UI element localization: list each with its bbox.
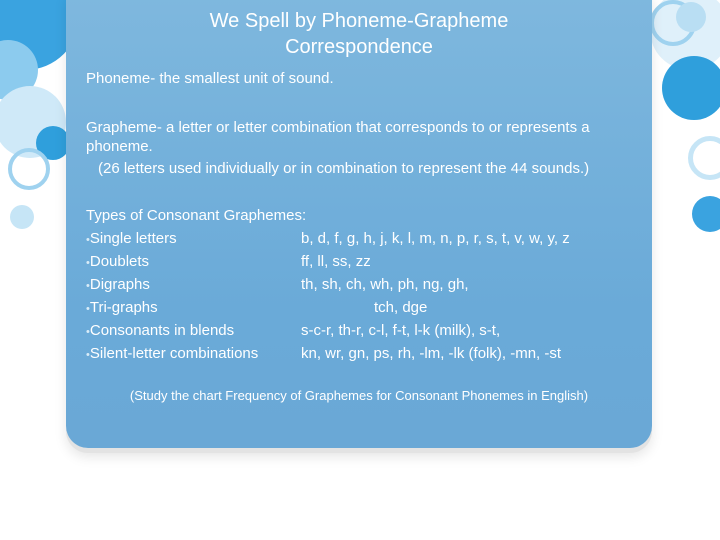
type-label-single-letters: •Single letters	[86, 230, 177, 247]
bullet-icon: •	[86, 303, 90, 315]
types-heading: Types of Consonant Graphemes:	[86, 207, 307, 224]
type-examples-blends: s-c-r, th-r, c-l, f-t, l-k (milk), s-t,	[301, 322, 501, 339]
bullet-icon: •	[86, 257, 90, 269]
bullet-icon: •	[86, 326, 90, 338]
type-label-silent-letters: •Silent-letter combinations	[86, 345, 259, 362]
title-line-2: Correspondence	[285, 36, 433, 58]
grapheme-note: (26 letters used individually or in combination to represent the 44 sounds.)	[98, 160, 590, 177]
grapheme-definition-line-2: phoneme.	[86, 138, 153, 155]
grapheme-definition-line-1: Grapheme- a letter or letter combination that corresponds to or represents a	[86, 119, 590, 136]
decor-circle	[676, 2, 706, 32]
title-line-1: We Spell by Phoneme-Grapheme	[209, 10, 509, 32]
slide-title	[66, 8, 652, 60]
bullet-icon: •	[86, 349, 90, 361]
decor-circle	[692, 196, 720, 232]
type-examples-digraphs: th, sh, ch, wh, ph, ng, gh,	[301, 276, 469, 293]
phoneme-definition: Phoneme- the smallest unit of sound.	[86, 70, 334, 87]
bullet-icon: •	[86, 280, 90, 292]
footer-note: (Study the chart Frequency of Graphemes for Consonant Phonemes in English)	[129, 388, 589, 403]
decor-ring	[8, 148, 50, 190]
type-examples-silent-letters: kn, wr, gn, ps, rh, -lm, -lk (folk), -mn, -st	[301, 345, 562, 362]
type-examples-single-letters: b, d, f, g, h, j, k, l, m, n, p, r, s, t, v, w, y, z	[301, 230, 570, 247]
type-label-doublets: •Doublets	[86, 253, 150, 270]
decor-ring	[688, 136, 720, 180]
bullet-icon: •	[86, 234, 90, 246]
decor-circle	[10, 205, 34, 229]
decor-circle	[662, 56, 720, 120]
type-examples-trigraphs: tch, dge	[374, 299, 428, 316]
type-examples-doublets: ff, ll, ss, zz	[301, 253, 371, 270]
type-label-trigraphs: •Tri-graphs	[86, 299, 158, 316]
type-label-digraphs: •Digraphs	[86, 276, 150, 293]
type-label-blends: •Consonants in blends	[86, 322, 235, 339]
